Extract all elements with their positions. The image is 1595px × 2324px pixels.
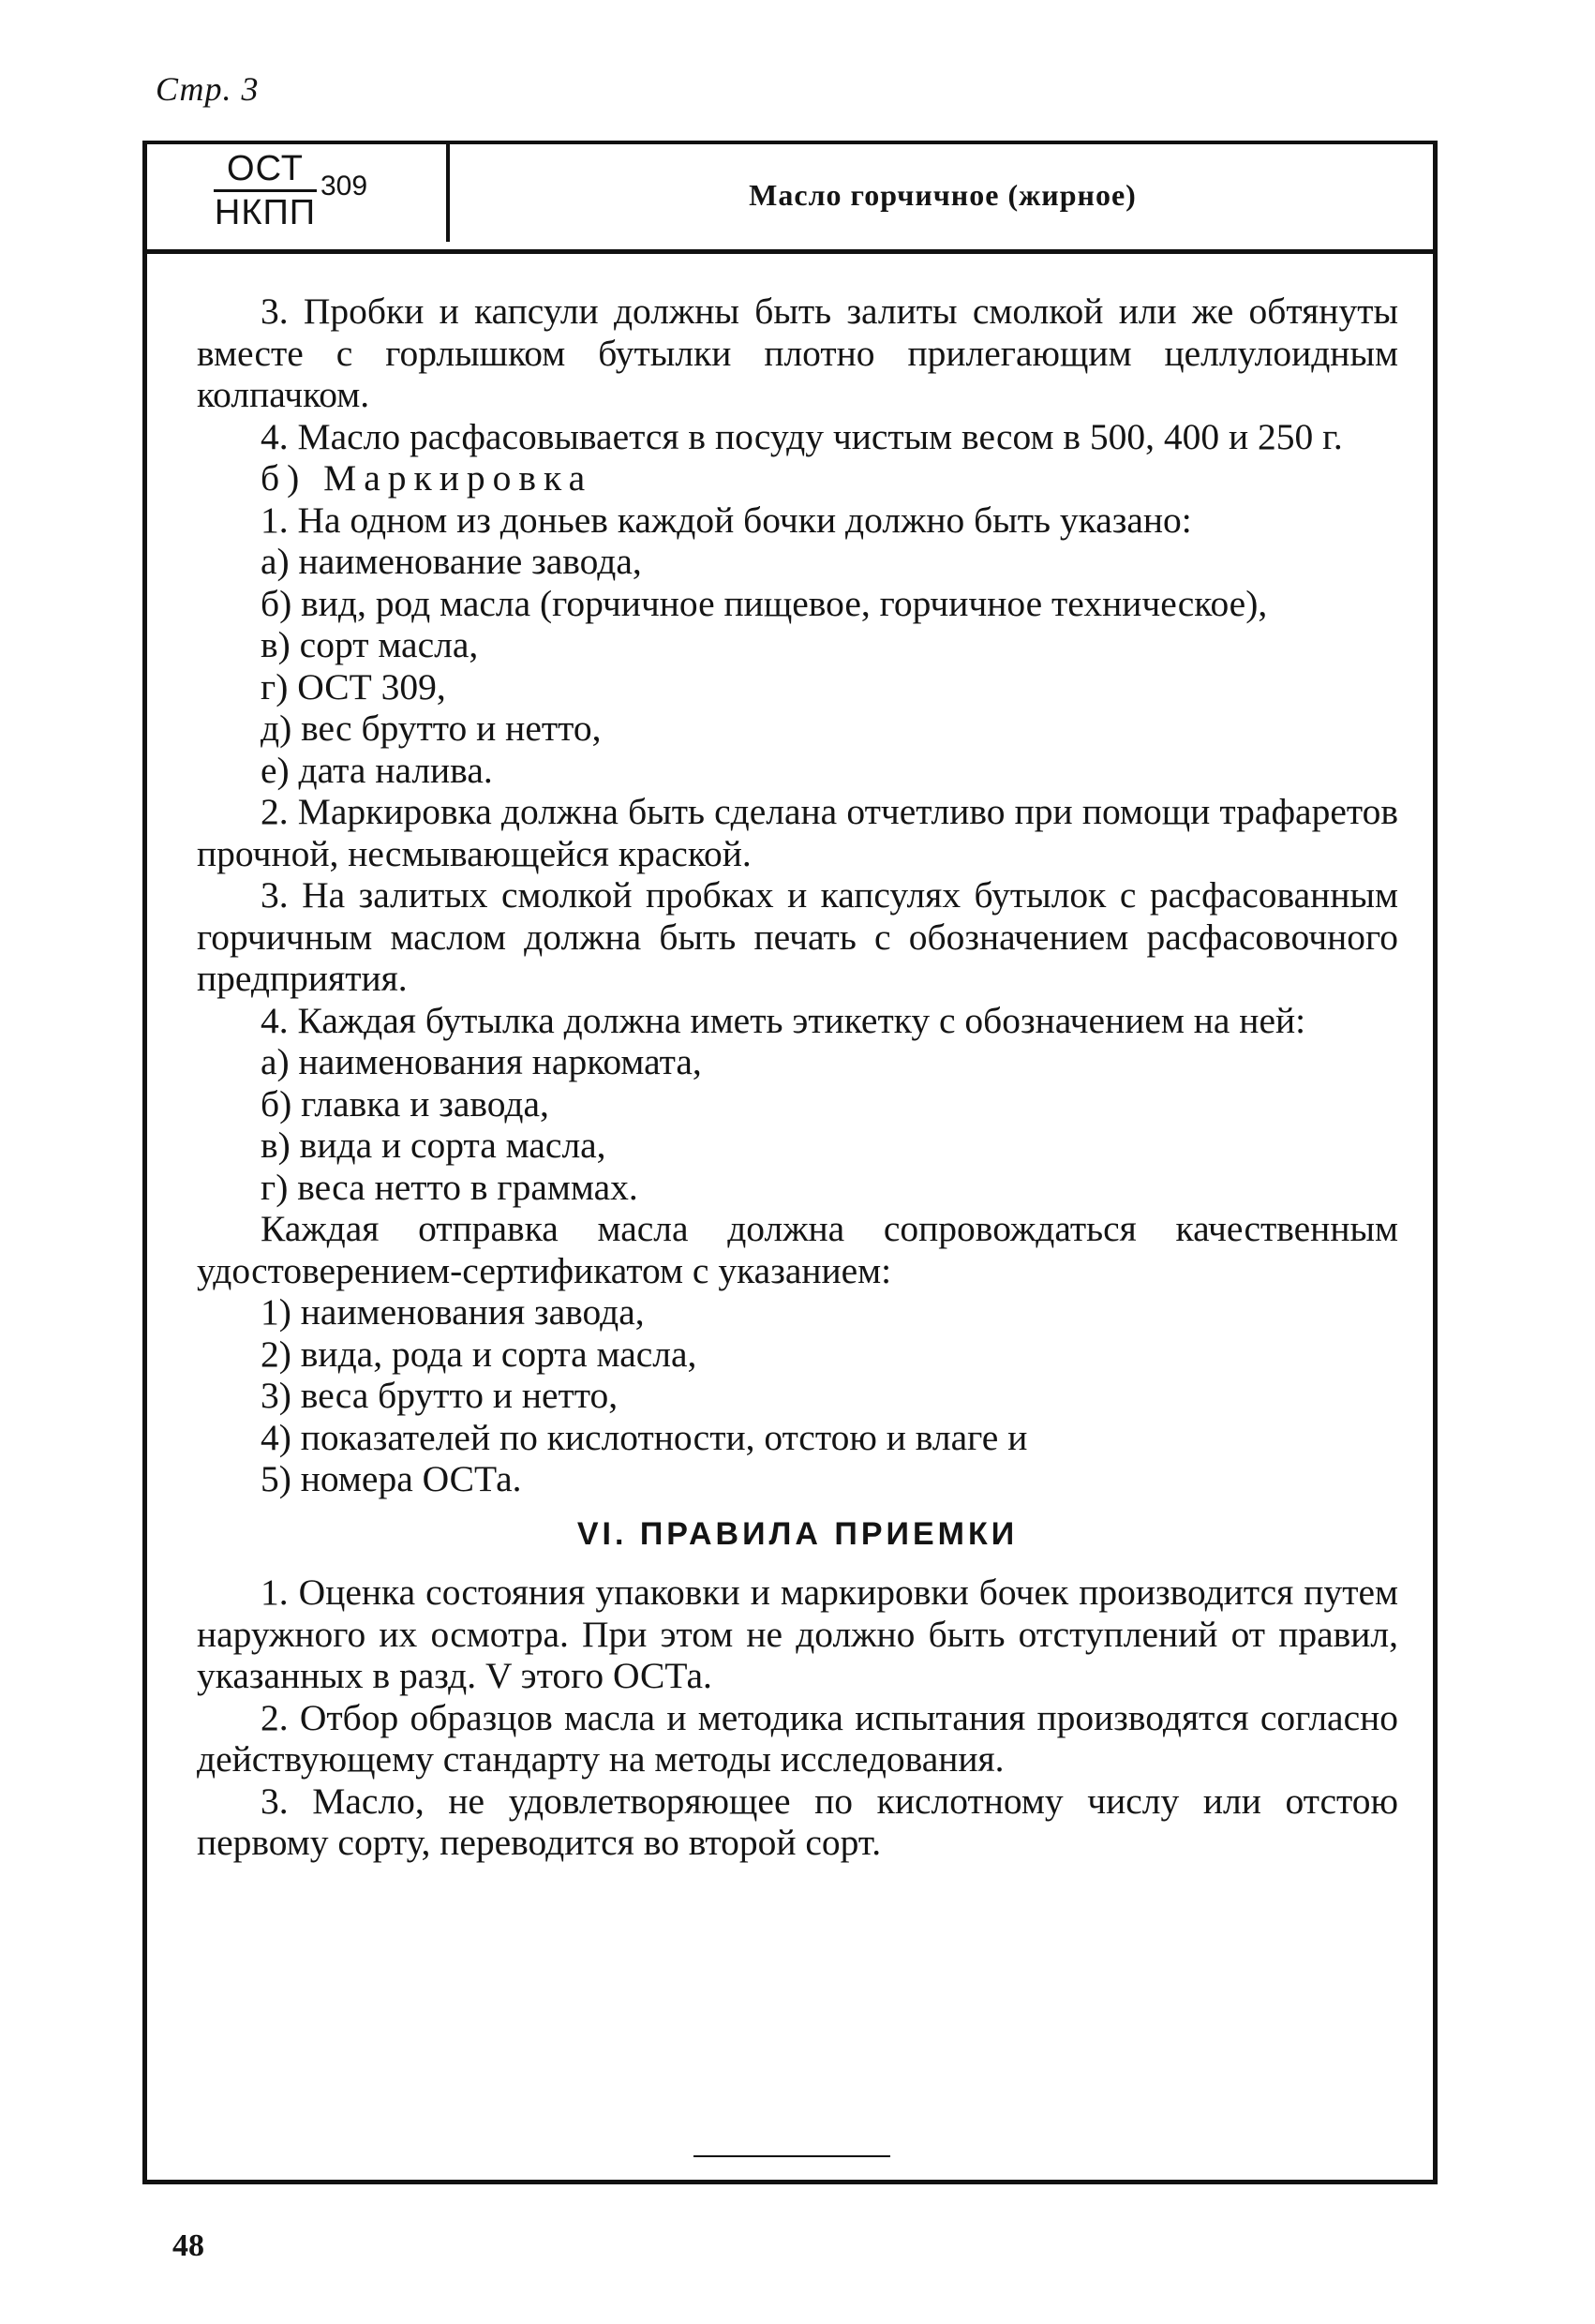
header-code-top: ОСТ: [214, 148, 317, 192]
page-number: 48: [172, 2228, 204, 2263]
paragraph: 1. Оценка состояния упаковки и маркировки бочек производится путем наружного их осмотра. При этом не должно быть отступлений от правил, указанных в разд. V этого ОСТа.: [197, 1572, 1398, 1696]
list-item: 1) наименования завода,: [261, 1291, 645, 1333]
paragraph: 3. На залитых смолкой пробках и капсулях бутылок с расфасованным горчичным маслом должна быть печать с обозначением расфасовочного предприятия.: [197, 874, 1398, 999]
list-item: 4) показателей по кислотности, отстою и влаге и: [261, 1416, 1028, 1458]
closing-line: [693, 2155, 890, 2157]
list-item: г) ОСТ 309,: [261, 665, 446, 708]
list-item: г) веса нетто в граммах.: [261, 1166, 638, 1208]
marking-heading: б) Маркировка: [261, 457, 593, 499]
paragraph: 4. Каждая бутылка должна иметь этикетку с обозначением на ней:: [261, 999, 1306, 1041]
list-item: б) вид, род масла (горчичное пищевое, горчичное техническое),: [261, 582, 1268, 624]
list-item: б) главка и завода,: [261, 1082, 549, 1125]
list-item: 5) номера ОСТа.: [261, 1458, 522, 1499]
header-code-bottom: НКПП: [214, 193, 317, 232]
header-bottom-rule: [142, 249, 1438, 254]
paragraph: 1. На одном из доньев каждой бочки должно быть указано:: [261, 499, 1192, 541]
list-item: в) сорт масла,: [261, 624, 479, 665]
header-number: 309: [320, 171, 368, 201]
header-code: [195, 148, 335, 233]
list-item: а) наименования наркомата,: [261, 1041, 702, 1082]
paragraph: 3. Масло, не удовлетворяющее по кислотному числу или отстою первому сорту, переводится во второй сорт.: [197, 1780, 1398, 1863]
list-item: а) наименование завода,: [261, 541, 642, 582]
paragraph: 4. Масло расфасовывается в посуду чистым весом в 500, 400 и 250 г.: [261, 415, 1343, 457]
list-item: в) вида и сорта масла,: [261, 1125, 606, 1166]
paragraph: 2. Отбор образцов масла и методика испытания производятся согласно действующему стандарту на методы исследования.: [197, 1696, 1398, 1780]
page-label: Стр. 3: [156, 70, 260, 108]
header-top-rule: [142, 141, 1438, 144]
list-item: 3) веса брутто и нетто,: [261, 1375, 619, 1416]
header-title: Масло горчичное (жирное): [749, 178, 1137, 212]
footer-rule: [142, 2180, 1438, 2184]
list-item: 2) вида, рода и сорта масла,: [261, 1333, 697, 1375]
list-item: д) вес брутто и нетто,: [261, 708, 602, 749]
document-body: [197, 290, 1398, 1864]
paragraph: 3. Пробки и капсули должны быть залиты смолкой или же обтянуты вместе с горлышком бутылки плотно прилегающим целлулоидным колпачком.: [197, 290, 1398, 415]
paragraph: Каждая отправка масла должна сопровождаться качественным удостоверением-сертификатом с указанием:: [197, 1208, 1398, 1291]
paragraph: 2. Маркировка должна быть сделана отчетливо при помощи трафаретов прочной, несмывающейся краской.: [197, 791, 1398, 874]
list-item: е) дата налива.: [261, 749, 493, 791]
section-heading: VI. ПРАВИЛА ПРИЕМКИ: [576, 1515, 1019, 1552]
